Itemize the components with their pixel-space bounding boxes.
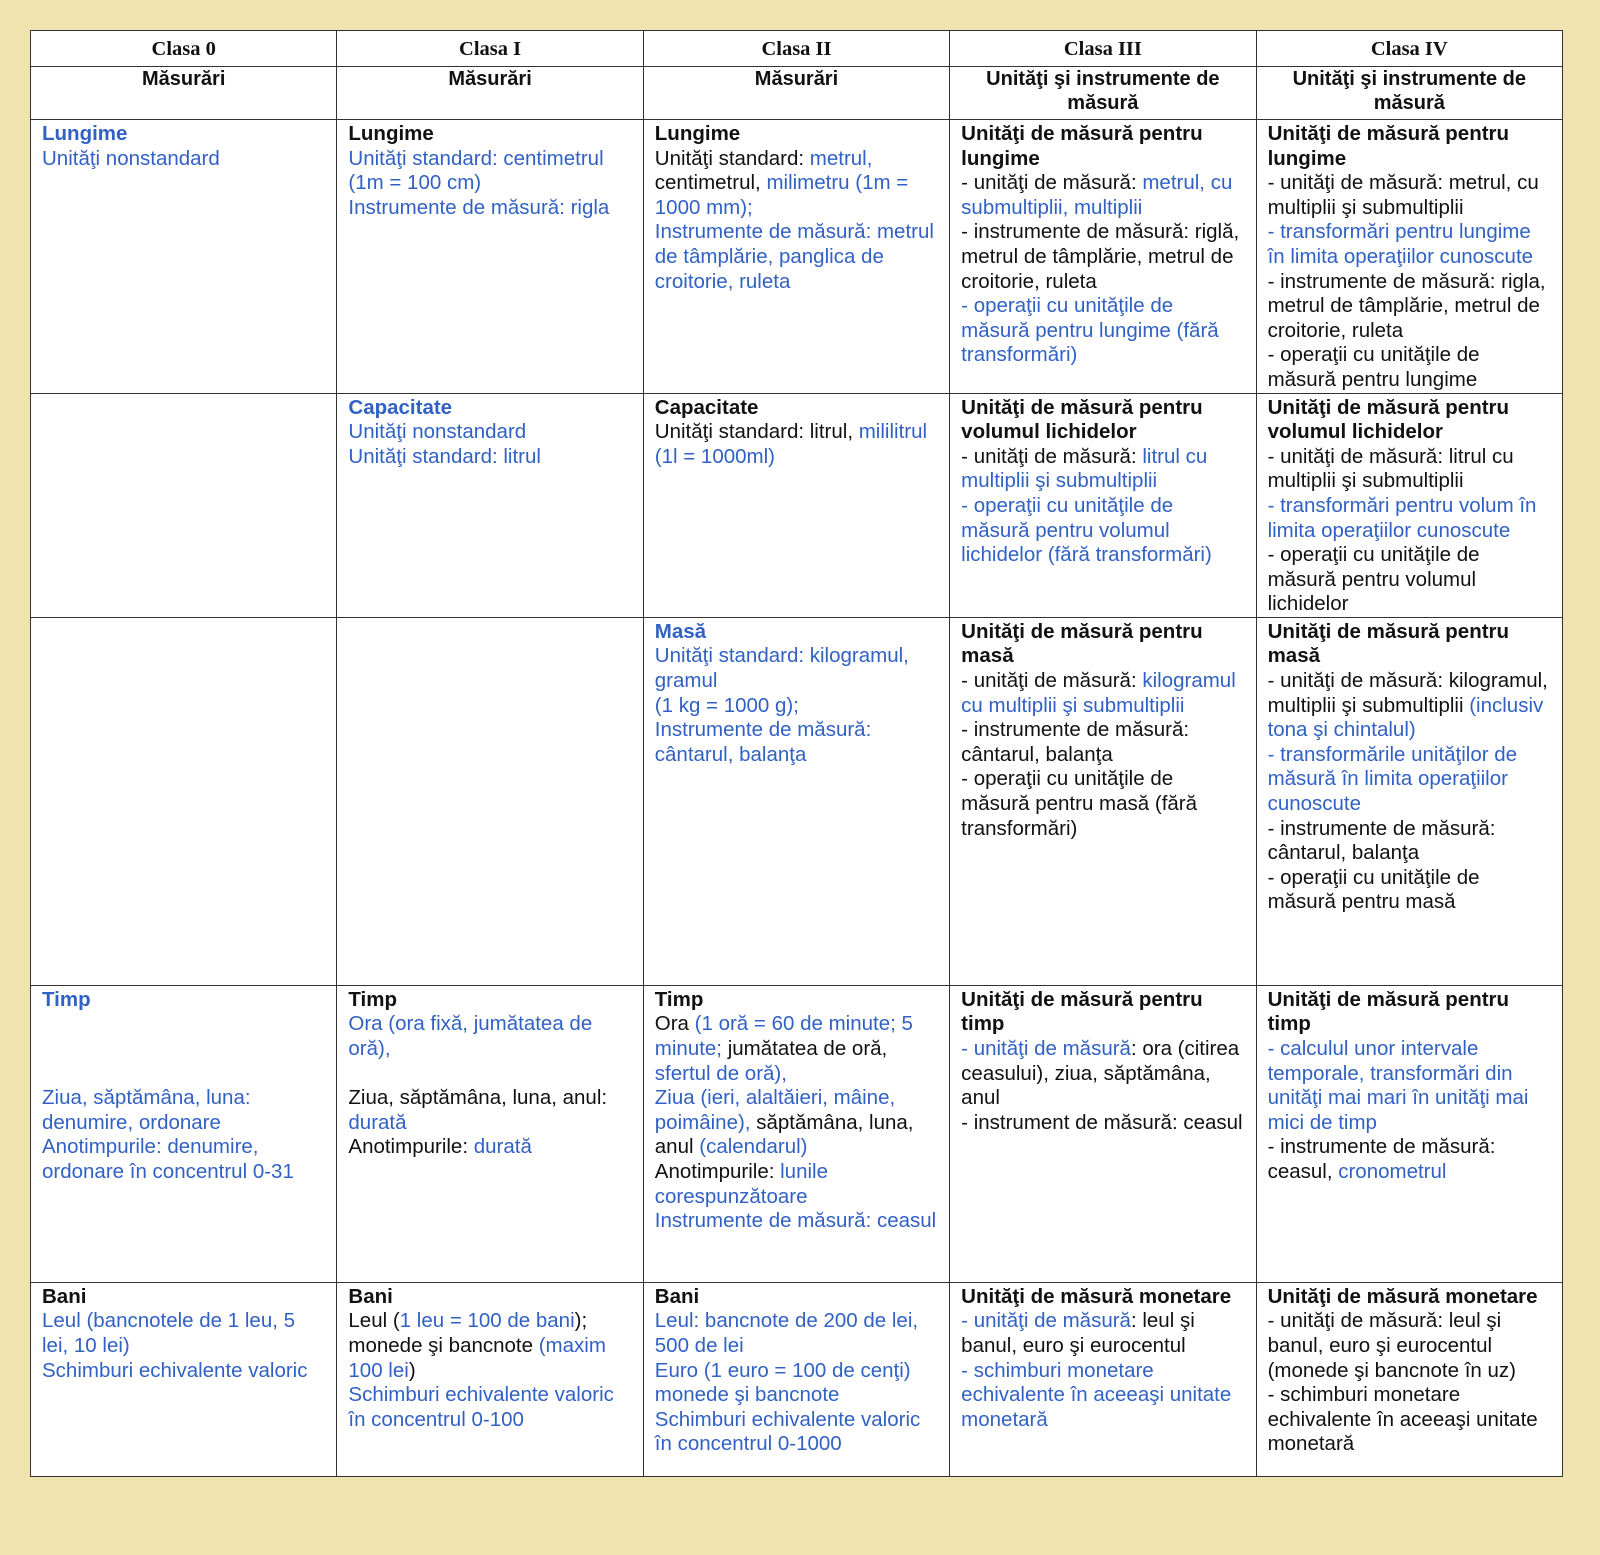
table-cell (643, 1282, 949, 1476)
cell-line (655, 1012, 939, 1086)
cell-line (348, 420, 632, 445)
table-row (31, 120, 1563, 394)
cell-text: - transformări pentru lungime în limita operaţiilor cunoscute (1267, 220, 1537, 268)
cell-text: Anotimpurile: denumire, ordonare în concentrul 0-31 (42, 1135, 294, 1184)
cell-line (961, 1359, 1245, 1433)
cell-line (348, 988, 632, 1013)
cell-text: Anotimpurile: (348, 1135, 474, 1159)
cell-heading: Capacitate (654, 395, 759, 419)
cell-text (42, 1037, 48, 1060)
cell-line (348, 445, 632, 470)
cell-text: lunile corespunzătoare (654, 1160, 834, 1208)
table-cell (31, 617, 337, 985)
cell-line (655, 694, 939, 719)
cell-line (1268, 220, 1552, 269)
cell-line (655, 718, 939, 767)
cell-text: ) (408, 1358, 416, 1382)
cell-line (655, 396, 939, 421)
table-cell (950, 985, 1256, 1282)
cell-text: Schimburi echivalente valoric în concentrul 0-100 (348, 1383, 620, 1431)
cell-line (42, 147, 326, 172)
cell-line (961, 718, 1245, 767)
cell-text: metrul, cu submultiplii, multiplii (961, 171, 1239, 219)
cell-line (655, 1309, 939, 1358)
cell-text: 1 leu = 100 de bani (399, 1309, 575, 1333)
table-cell (1256, 617, 1562, 985)
table-cell (643, 617, 949, 985)
cell-line (961, 988, 1245, 1037)
cell-heading: Unităţi de măsură monetare (1267, 1284, 1538, 1308)
cell-line (42, 1135, 326, 1184)
cell-text: Leul: bancnote de 200 de lei, 500 de lei (654, 1309, 924, 1358)
cell-line (961, 122, 1245, 171)
cell-text: - instrumente de măsură: ceasul, (1267, 1135, 1502, 1184)
cell-text: (1 kg = 1000 g); (654, 693, 799, 717)
cell-line (1268, 866, 1552, 915)
cell-line (655, 1160, 939, 1209)
cell-text: (maxim 100 lei (348, 1334, 612, 1382)
cell-heading: Unităţi de măsură pentru timp (961, 987, 1209, 1036)
cell-text: Unităţi nonstandard (42, 146, 220, 170)
cell-text: metrul, (809, 146, 873, 170)
cell-line (961, 396, 1245, 445)
cell-heading: Bani (348, 1284, 393, 1308)
table-cell (643, 985, 949, 1282)
cell-line (1268, 171, 1552, 220)
cell-line (961, 294, 1245, 368)
cell-line (655, 220, 939, 294)
table-cell (337, 617, 643, 985)
cell-line (655, 1359, 939, 1408)
cell-line (348, 1285, 632, 1310)
cell-line (1268, 669, 1552, 743)
cell-line (655, 122, 939, 147)
cell-text: (calendarul) (699, 1135, 808, 1159)
cell-text: : leul şi banul, euro şi eurocentul (961, 1309, 1201, 1358)
cell-text: Ziua, săptămâna, luna: denumire, ordonare (42, 1086, 257, 1134)
cell-line (961, 767, 1245, 841)
cell-text: Ziua, săptămâna, luna, anul: (348, 1086, 613, 1110)
cell-text: Schimburi echivalente valoric (42, 1358, 308, 1382)
cell-line (1268, 1135, 1552, 1184)
cell-line (655, 988, 939, 1013)
cell-line (348, 396, 632, 421)
table-cell (31, 985, 337, 1282)
cell-text: - unităţi de măsură: litrul cu multiplii şi submultiplii (1267, 444, 1520, 493)
cell-text: jumătatea de oră, (722, 1037, 893, 1061)
cell-text: Unităţi standard: centimetrul (1m = 100 cm) (348, 146, 610, 195)
cell-line (348, 1012, 632, 1061)
cell-line (655, 420, 939, 469)
cell-text: centimetrul, (654, 146, 879, 195)
cell-line (348, 122, 632, 147)
cell-text: durată (473, 1135, 532, 1159)
cell-line (655, 147, 939, 221)
cell-text: Instrumente de măsură: rigla (348, 195, 610, 219)
cell-heading: Bani (42, 1284, 87, 1308)
cell-line (1268, 122, 1552, 171)
cell-text: - schimburi monetare echivalente în aceeaşi unitate monetară (961, 1358, 1237, 1431)
cell-line (348, 1383, 632, 1432)
cell-text: sfertul de oră), (654, 1061, 787, 1085)
cell-line (961, 220, 1245, 294)
cell-line (42, 1309, 326, 1358)
cell-text: - instrumente de măsură: riglă, metrul de tâmplărie, metrul de croitorie, ruleta (961, 220, 1245, 293)
cell-heading: Capacitate (348, 395, 453, 419)
cell-line (42, 1285, 326, 1310)
cell-heading: Masă (654, 619, 707, 643)
table-cell (1256, 1282, 1562, 1476)
cell-heading: Unităţi de măsură pentru timp (1267, 987, 1515, 1036)
column-title-clasa-2: Clasa II (643, 31, 949, 67)
table-cell (643, 120, 949, 394)
cell-line (655, 1285, 939, 1310)
table-cell (950, 393, 1256, 617)
cell-text: - calculul unor intervale temporale, transformări din unităţi mai mari în unităţi mai mici de timp (1267, 1037, 1535, 1134)
cell-heading: Unităţi de măsură pentru volumul lichidelor (961, 395, 1209, 444)
cell-line (961, 1285, 1245, 1310)
cell-line (348, 196, 632, 221)
cell-heading: Timp (42, 987, 91, 1011)
cell-text: - transformări pentru volum în limita operaţiilor cunoscute (1267, 493, 1543, 542)
cell-text: - operaţii cu unităţile de măsură pentru volumul lichidelor (fără transformări) (961, 493, 1212, 567)
cell-text: Schimburi echivalente valoric în concentrul 0-1000 (654, 1407, 926, 1456)
cell-text: - operaţii cu unităţile de măsură pentru volumul lichidelor (1267, 543, 1486, 616)
cell-line (655, 1086, 939, 1160)
header-title-row (31, 31, 1563, 67)
table-cell (31, 120, 337, 394)
cell-heading: Unităţi de măsură pentru lungime (961, 122, 1209, 170)
column-subtitle-clasa-0: Măsurări (31, 67, 337, 120)
cell-heading: Timp (348, 987, 397, 1011)
cell-text: Leul (bancnotele de 1 leu, 5 lei, 10 lei) (42, 1309, 301, 1358)
cell-text: Unităţi nonstandard (348, 420, 527, 444)
cell-text: Instrumente de măsură: ceasul (654, 1209, 937, 1233)
table-body (31, 120, 1563, 1477)
table-cell (31, 1282, 337, 1476)
column-title-clasa-0: Clasa 0 (31, 31, 337, 67)
cell-text (42, 1062, 48, 1085)
cell-line (961, 1309, 1245, 1358)
table-cell (337, 985, 643, 1282)
cell-text: : ora (citirea ceasului), ziua, săptămâna, anul (961, 1037, 1245, 1110)
cell-text: - unităţi de măsură: (961, 444, 1143, 468)
table-cell (950, 1282, 1256, 1476)
table-cell (643, 393, 949, 617)
cell-line (1268, 1037, 1552, 1135)
table-cell (337, 1282, 643, 1476)
cell-text: Unităţi standard: litrul (348, 444, 541, 468)
cell-line (348, 1062, 632, 1087)
table-row (31, 985, 1563, 1282)
column-subtitle-clasa-3: Unităţi şi instrumente de măsură (950, 67, 1256, 120)
cell-text: mililitrul (1l = 1000ml) (654, 420, 933, 468)
cell-text (348, 1062, 354, 1085)
cell-text: săptămâna, luna, anul (654, 1110, 920, 1159)
cell-line (961, 171, 1245, 220)
cell-line (1268, 343, 1552, 392)
cell-text: Anotimpurile: (654, 1160, 781, 1184)
cell-text: - schimburi monetare echivalente în aceeaşi unitate monetară (1267, 1383, 1544, 1456)
cell-text: - operaţii cu unităţile de măsură pentru lungime (1267, 343, 1486, 391)
cell-text: - operaţii cu unităţile de măsură pentru masă (fără transformări) (961, 767, 1203, 840)
cell-line (42, 1086, 326, 1135)
column-subtitle-clasa-1: Măsurări (337, 67, 643, 120)
cell-line (1268, 988, 1552, 1037)
cell-text: - unităţi de măsură: leul şi banul, euro şi eurocentul (monede şi bancnote în uz) (1267, 1309, 1516, 1382)
cell-text: Leul ( (348, 1309, 400, 1333)
cell-line (42, 122, 326, 147)
cell-line (42, 1012, 326, 1037)
cell-text: Ziua (ieri, alaltăieri, mâine, poimâine), (654, 1086, 901, 1134)
cell-line (1268, 1383, 1552, 1457)
cell-text: kilogramul cu multiplii şi submultiplii (961, 669, 1242, 717)
table-cell (337, 120, 643, 394)
cell-line (348, 1086, 632, 1135)
cell-text: (1 oră = 60 de minute; 5 minute; (654, 1012, 919, 1061)
header-subtitle-row (31, 67, 1563, 120)
cell-text: - transformările unităţilor de măsură în limita operaţiilor cunoscute (1267, 742, 1523, 816)
column-subtitle-clasa-4: Unităţi şi instrumente de măsură (1256, 67, 1562, 120)
cell-line (1268, 270, 1552, 344)
cell-heading: Unităţi de măsură pentru masă (961, 619, 1209, 668)
cell-line (42, 1037, 326, 1062)
cell-text: Euro (1 euro = 100 de cenţi) monede şi bancnote (654, 1358, 917, 1407)
cell-text: - operaţii cu unităţile de măsură pentru lungime (fără transformări) (961, 294, 1225, 367)
table-cell (950, 120, 1256, 394)
cell-text: Unităţi standard: litrul, (654, 420, 859, 444)
cell-line (961, 494, 1245, 568)
cell-text: - unităţi de măsură: kilogramul, multiplii şi submultiplii (1267, 669, 1554, 717)
table-cell (950, 617, 1256, 985)
cell-text: Ora (ora fixă, jumătatea de oră), (348, 1012, 598, 1061)
table-row (31, 617, 1563, 985)
cell-line (42, 1062, 326, 1087)
cell-text: Unităţi standard: kilogramul, gramul (654, 644, 915, 693)
cell-text: Ora (654, 1012, 695, 1036)
cell-text: Unităţi standard: (654, 146, 810, 170)
cell-text: durată (348, 1110, 407, 1134)
cell-heading: Unităţi de măsură pentru lungime (1267, 122, 1515, 170)
cell-text: - unităţi de măsură (961, 1309, 1131, 1333)
cell-text: milimetru (1m = 1000 mm); (654, 171, 914, 219)
column-title-clasa-4: Clasa IV (1256, 31, 1562, 67)
cell-text: cronometrul (1338, 1160, 1447, 1184)
cell-heading: Lungime (42, 122, 128, 145)
cell-text: - unităţi de măsură: metrul, cu multiplii şi submultiplii (1267, 171, 1545, 219)
cell-line (1268, 743, 1552, 817)
table-cell (1256, 393, 1562, 617)
cell-text: Instrumente de măsură: metrul de tâmplărie, panglica de croitorie, ruleta (654, 220, 940, 293)
cell-text: - operaţii cu unităţile de măsură pentru masă (1267, 865, 1486, 914)
cell-text: (inclusiv tona şi chintalul) (1267, 693, 1549, 742)
cell-heading: Unităţi de măsură pentru volumul lichidelor (1267, 395, 1515, 444)
cell-line (961, 445, 1245, 494)
table-cell (1256, 120, 1562, 394)
cell-line (961, 1111, 1245, 1136)
cell-line (42, 1359, 326, 1384)
cell-line (1268, 1285, 1552, 1310)
cell-text: - instrumente de măsură: cântarul, balanţa (1267, 816, 1502, 865)
cell-line (961, 1037, 1245, 1111)
cell-text: ); monede şi bancnote (348, 1309, 593, 1358)
cell-line (655, 1209, 939, 1234)
cell-line (348, 1309, 632, 1383)
cell-line (961, 669, 1245, 718)
cell-text: - unităţi de măsură (961, 1037, 1131, 1061)
cell-line (1268, 1309, 1552, 1383)
cell-heading: Lungime (348, 122, 434, 145)
cell-heading: Lungime (654, 122, 741, 145)
cell-line (961, 620, 1245, 669)
cell-line (1268, 494, 1552, 543)
cell-text: litrul cu multiplii şi submultiplii (961, 444, 1213, 493)
cell-text: - unităţi de măsură: (961, 171, 1143, 195)
cell-text: Instrumente de măsură: cântarul, balanţa (654, 718, 877, 766)
cell-heading: Unităţi de măsură pentru masă (1267, 619, 1515, 668)
column-subtitle-clasa-2: Măsurări (643, 67, 949, 120)
cell-line (655, 644, 939, 693)
column-title-clasa-3: Clasa III (950, 31, 1256, 67)
cell-line (1268, 543, 1552, 617)
table-cell (1256, 985, 1562, 1282)
cell-line (348, 147, 632, 196)
cell-heading: Unităţi de măsură monetare (961, 1284, 1232, 1308)
cell-line (42, 988, 326, 1013)
cell-text (42, 1012, 48, 1035)
curriculum-table (30, 30, 1563, 1477)
cell-line (1268, 620, 1552, 669)
cell-text: - unităţi de măsură: (961, 669, 1143, 693)
column-title-clasa-1: Clasa I (337, 31, 643, 67)
table-cell (337, 393, 643, 617)
cell-line (1268, 445, 1552, 494)
cell-line (348, 1135, 632, 1160)
cell-line (655, 1408, 939, 1457)
cell-text: - instrument de măsură: ceasul (961, 1110, 1243, 1134)
cell-heading: Timp (654, 987, 704, 1011)
cell-line (1268, 817, 1552, 866)
cell-text: - instrumente de măsură: cântarul, balanţa (961, 718, 1195, 766)
table-row (31, 1282, 1563, 1476)
cell-line (1268, 396, 1552, 445)
table-row (31, 393, 1563, 617)
table-cell (31, 393, 337, 617)
cell-line (655, 620, 939, 645)
cell-text: - instrumente de măsură: rigla, metrul de tâmplărie, metrul de croitorie, ruleta (1267, 269, 1552, 342)
cell-heading: Bani (654, 1284, 700, 1308)
